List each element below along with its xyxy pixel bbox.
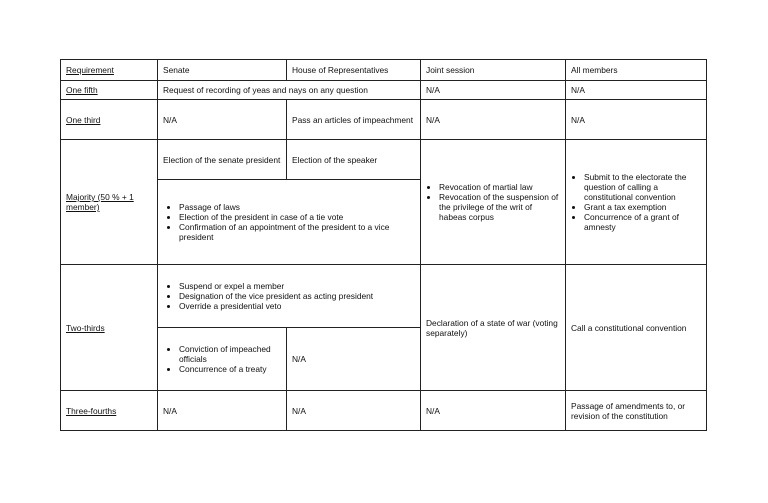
three-fourths-all: Passage of amendments to, or revision of the constitution — [566, 391, 707, 431]
list-item: • Concurrence of a treaty — [179, 364, 281, 374]
label-one-third — [61, 100, 158, 140]
one-third-joint: N/A — [421, 100, 566, 140]
list-item: • Grant a tax exemption — [584, 202, 701, 212]
row-majority-top — [61, 140, 707, 180]
row-one-third — [61, 100, 707, 140]
row-one-fifth — [61, 81, 707, 100]
label-one-third-text: One third — [66, 114, 101, 125]
two-thirds-senate — [158, 328, 287, 391]
one-third-all: N/A — [566, 100, 707, 140]
list-item: • Designation of the vice president as acting president — [179, 291, 415, 301]
list-item: • Suspend or expel a member — [179, 281, 415, 291]
two-thirds-house: N/A — [287, 328, 421, 391]
list-item: • Revocation of martial law — [439, 182, 560, 192]
one-fifth-all: N/A — [566, 81, 707, 100]
label-one-fifth — [61, 81, 158, 100]
majority-all — [566, 140, 707, 265]
header-row — [61, 60, 707, 81]
header-joint: Joint session — [421, 60, 566, 81]
two-thirds-combined-list — [163, 281, 415, 311]
two-thirds-joint: Declaration of a state of war (voting separately) — [421, 265, 566, 391]
label-three-fourths-text: Three-fourths — [66, 405, 117, 416]
list-item: • Confirmation of an appointment of the president to a vice president — [179, 222, 415, 242]
list-item: • Conviction of impeached officials — [179, 344, 281, 364]
majority-all-list — [568, 172, 701, 232]
two-thirds-senate-list — [163, 344, 281, 374]
list-item: • Submit to the electorate the question of calling a constitutional convention — [584, 172, 701, 202]
list-item: • Election of the president in case of a tie vote — [179, 212, 415, 222]
list-item: • Passage of laws — [179, 202, 415, 212]
one-third-senate: N/A — [158, 100, 287, 140]
three-fourths-house: N/A — [287, 391, 421, 431]
list-item: • Revocation of the suspension of the privilege of the writ of habeas corpus — [439, 192, 560, 222]
label-one-fifth-text: One fifth — [66, 85, 98, 95]
three-fourths-senate: N/A — [158, 391, 287, 431]
majority-house: Election of the speaker — [287, 140, 421, 180]
majority-joint — [421, 140, 566, 265]
majority-senate: Election of the senate president — [158, 140, 287, 180]
label-two-thirds-text: Two-thirds — [66, 322, 105, 333]
header-requirement — [61, 60, 158, 81]
label-majority-text: Majority (50 % + 1 member) — [66, 192, 134, 212]
two-thirds-all: Call a constitutional convention — [566, 265, 707, 391]
row-three-fourths — [61, 391, 707, 431]
one-fifth-senate-house: Request of recording of yeas and nays on any question — [158, 81, 421, 100]
row-two-thirds-top — [61, 265, 707, 328]
majority-joint-list — [423, 182, 560, 222]
header-house: House of Representatives — [287, 60, 421, 81]
label-majority — [61, 140, 158, 265]
label-three-fourths — [61, 391, 158, 431]
majority-combined — [158, 180, 421, 265]
header-all: All members — [566, 60, 707, 81]
two-thirds-combined — [158, 265, 421, 328]
majority-combined-list — [163, 202, 415, 242]
list-item: • Concurrence of a grant of amnesty — [584, 212, 701, 232]
header-senate: Senate — [158, 60, 287, 81]
list-item: • Override a presidential veto — [179, 301, 415, 311]
one-fifth-joint: N/A — [421, 81, 566, 100]
three-fourths-joint: N/A — [421, 391, 566, 431]
one-third-house: Pass an articles of impeachment — [287, 100, 421, 140]
voting-requirements-table — [60, 59, 707, 431]
header-requirement-text: Requirement — [66, 65, 114, 75]
label-two-thirds — [61, 265, 158, 391]
